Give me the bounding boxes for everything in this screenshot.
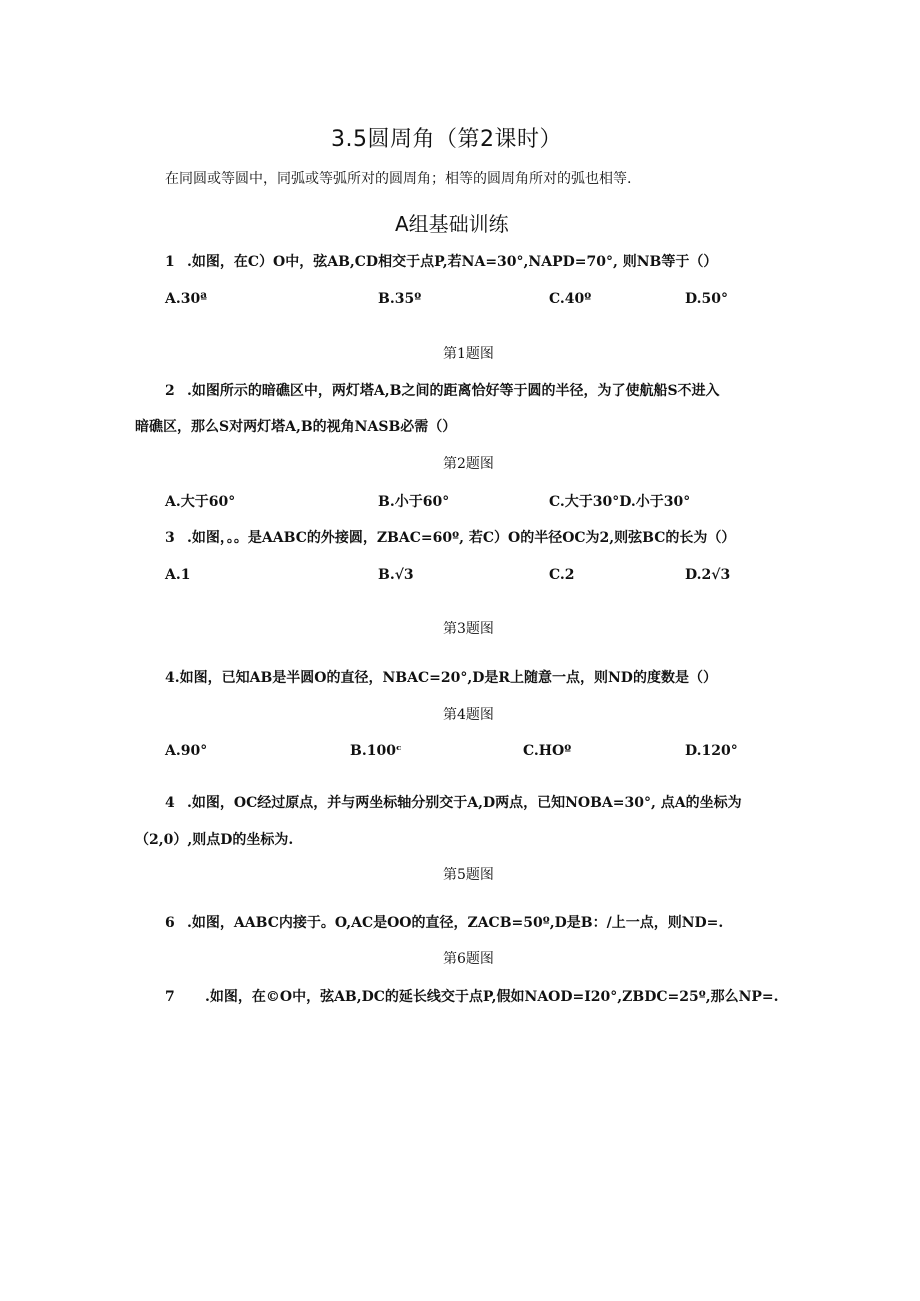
question-text-line-2: 暗礁区，那么S对两灯塔A,B的视角NASB必需（） (135, 419, 457, 435)
question-number: 6 (165, 915, 175, 931)
figure-caption-2: 第2题图 (443, 456, 494, 472)
figure-caption-4: 第4题图 (443, 707, 494, 723)
question-3 (165, 527, 735, 547)
q4-option-c: C.HOº (523, 743, 572, 759)
question-number: 4 (165, 795, 175, 811)
question-number: 3 (165, 530, 175, 546)
question-5 (165, 792, 742, 812)
q3-option-c: C.2 (549, 567, 575, 583)
question-2 (165, 380, 720, 400)
q1-option-a: A.30ª (165, 291, 208, 307)
question-text: .如图，AABC内接于。O,AC是OO的直径，ZACB=50º,D是B：/上一点，则ND=. (187, 915, 724, 931)
question-7 (165, 986, 779, 1006)
figure-caption-5: 第5题图 (443, 867, 494, 883)
figure-caption-6: 第6题图 (443, 951, 494, 967)
q2-option-a: A.大于60° (165, 494, 236, 510)
q4-option-b: B.100ᶜ (350, 743, 402, 759)
question-number: 7 (165, 989, 175, 1005)
question-6 (165, 912, 723, 932)
question-number: 2 (165, 383, 175, 399)
intro-text: 在同圆或等圆中，同弧或等弧所对的圆周角；相等的圆周角所对的弧也相等. (165, 171, 632, 187)
question-text: .如图，。。是AABC的外接圆，ZBAC=60º, 若C）O的半径OC为2,则弦BC的长为（） (187, 530, 736, 546)
question-1 (165, 251, 717, 271)
q3-option-b: B.√3 (378, 567, 414, 583)
q2-option-cd: C.大于30°D.小于30° (549, 494, 691, 510)
section-title: A组基础训练 (395, 212, 509, 236)
q1-option-c: C.40º (549, 291, 592, 307)
question-text-line-1: .如图所示的暗礁区中，两灯塔A,B之间的距离恰好等于圆的半径，为了使航船S不进入 (187, 383, 720, 399)
question-number: 1 (165, 254, 175, 270)
page-title: 3.5圆周角（第2课时） (331, 127, 562, 152)
question-text: .如图，在©O中，弦AB,DC的延长线交于点P,假如NAOD=I20°,ZBDC=25º,那么NP=. (205, 989, 779, 1005)
question-4-text: 4.如图，已知AB是半圆O的直径，NBAC=20°,D是R上随意一点，则ND的度数是（） (165, 670, 717, 686)
figure-caption-3: 第3题图 (443, 621, 494, 637)
question-text: .如图，在C）O中，弦AB,CD相交于点P,若NA=30°,NAPD=70°, 则NB等于（） (187, 254, 718, 270)
question-text-line-2: （2,0）,则点D的坐标为. (135, 832, 294, 848)
q2-option-b: B.小于60° (378, 494, 450, 510)
q1-option-b: B.35º (378, 291, 422, 307)
figure-caption-1: 第1题图 (443, 346, 494, 362)
question-text-line-1: .如图，OC经过原点，并与两坐标轴分别交于A,D两点，已知NOBA=30°, 点A的坐标为 (187, 795, 742, 811)
q4-option-d: D.120° (685, 743, 738, 759)
q3-option-a: A.1 (165, 567, 191, 583)
q3-option-d: D.2√3 (685, 567, 731, 583)
q4-option-a: A.90° (165, 743, 208, 759)
q1-option-d: D.50° (685, 291, 728, 307)
